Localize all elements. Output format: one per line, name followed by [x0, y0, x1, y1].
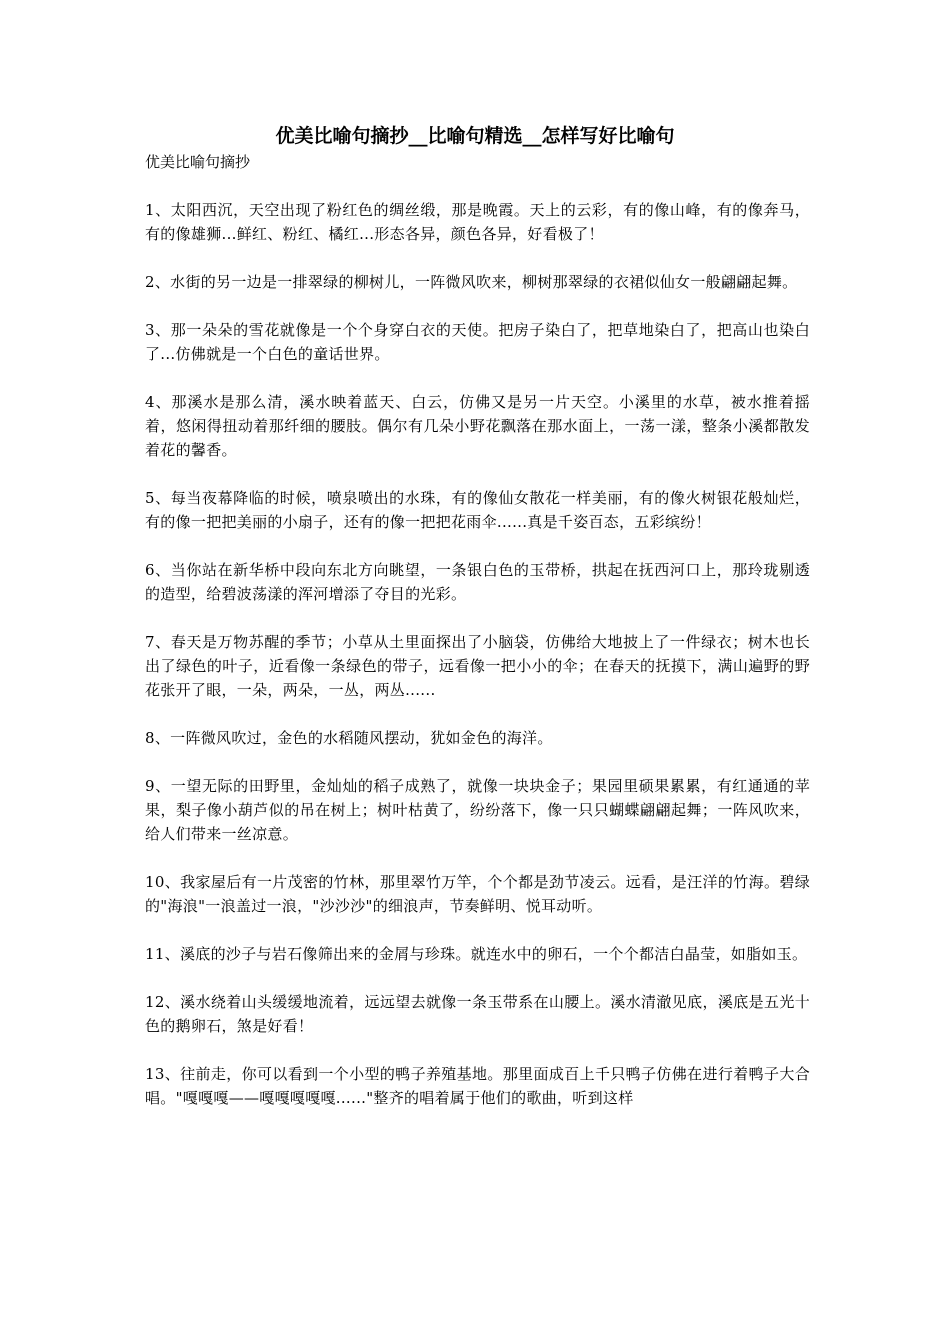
paragraph-8: 8、一阵微风吹过，金色的水稻随风摆动，犹如金色的海洋。: [145, 729, 553, 747]
paragraph-12: 12、溪水绕着山头缓缓地流着，远远望去就像一条玉带系在山腰上。溪水清澈见底，溪底是五光十色的鹅卵石，煞是好看！: [145, 993, 810, 1035]
paragraph-1: 1、太阳西沉，天空出现了粉红色的绸丝缎，那是晚霞。天上的云彩，有的像山峰，有的像奔马，有的像雄狮...鲜红、粉红、橘红...形态各异，颜色各异，好看极了！: [145, 201, 810, 243]
paragraph-7: 7、春天是万物苏醒的季节；小草从土里面探出了小脑袋，仿佛给大地披上了一件绿衣；树木也长出了绿色的叶子，近看像一条绿色的带子，远看像一把小小的伞；在春天的抚摸下，满山遍野的野花张开了眼，一朵，两朵，一丛，两丛......: [145, 633, 810, 699]
paragraph-13: 13、往前走，你可以看到一个小型的鸭子养殖基地。那里面成百上千只鸭子仿佛在进行着鸭子大合唱。"嘎嘎嘎——嘎嘎嘎嘎嘎......"整齐的唱着属于他们的歌曲，听到这样: [145, 1065, 810, 1107]
paragraph-4: 4、那溪水是那么清，溪水映着蓝天、白云，仿佛又是另一片天空。小溪里的水草，被水推着摇着，悠闲得扭动着那纤细的腰肢。偶尔有几朵小野花飘落在那水面上，一荡一漾，整条小溪都散发着花的馨香。: [145, 393, 810, 459]
paragraph-11: 11、溪底的沙子与岩石像筛出来的金屑与珍珠。就连水中的卵石，一个个都洁白晶莹，如脂如玉。: [145, 945, 808, 963]
document-title: 优美比喻句摘抄__比喻句精选__怎样写好比喻句: [275, 125, 675, 147]
paragraph-5: 5、每当夜幕降临的时候，喷泉喷出的水珠，有的像仙女散花一样美丽，有的像火树银花般灿烂，有的像一把把美丽的小扇子，还有的像一把把花雨伞......真是千姿百态，五彩缤纷！: [145, 489, 810, 531]
paragraph-9: 9、一望无际的田野里，金灿灿的稻子成熟了，就像一块块金子；果园里硕果累累，有红通通的苹果，梨子像小葫芦似的吊在树上；树叶枯黄了，纷纷落下，像一只只蝴蝶翩翩起舞；一阵风吹来，给人们带来一丝凉意。: [145, 777, 810, 843]
paragraph-10: 10、我家屋后有一片茂密的竹林，那里翠竹万竿，个个都是劲节凌云。远看，是汪洋的竹海。碧绿的"海浪"一浪盖过一浪，"沙沙沙"的细浪声，节奏鲜明、悦耳动听。: [145, 873, 810, 915]
paragraph-2: 2、水街的另一边是一排翠绿的柳树儿，一阵微风吹来，柳树那翠绿的衣裙似仙女一般翩翩起舞。: [145, 273, 798, 291]
paragraph-3: 3、那一朵朵的雪花就像是一个个身穿白衣的天使。把房子染白了，把草地染白了，把高山也染白了...仿佛就是一个白色的童话世界。: [145, 321, 810, 363]
document-subtitle: 优美比喻句摘抄: [145, 153, 251, 171]
paragraph-6: 6、当你站在新华桥中段向东北方向眺望，一条银白色的玉带桥，拱起在抚西河口上，那玲珑剔透的造型，给碧波荡漾的浑河增添了夺目的光彩。: [145, 561, 810, 603]
document-body: [145, 198, 810, 1134]
